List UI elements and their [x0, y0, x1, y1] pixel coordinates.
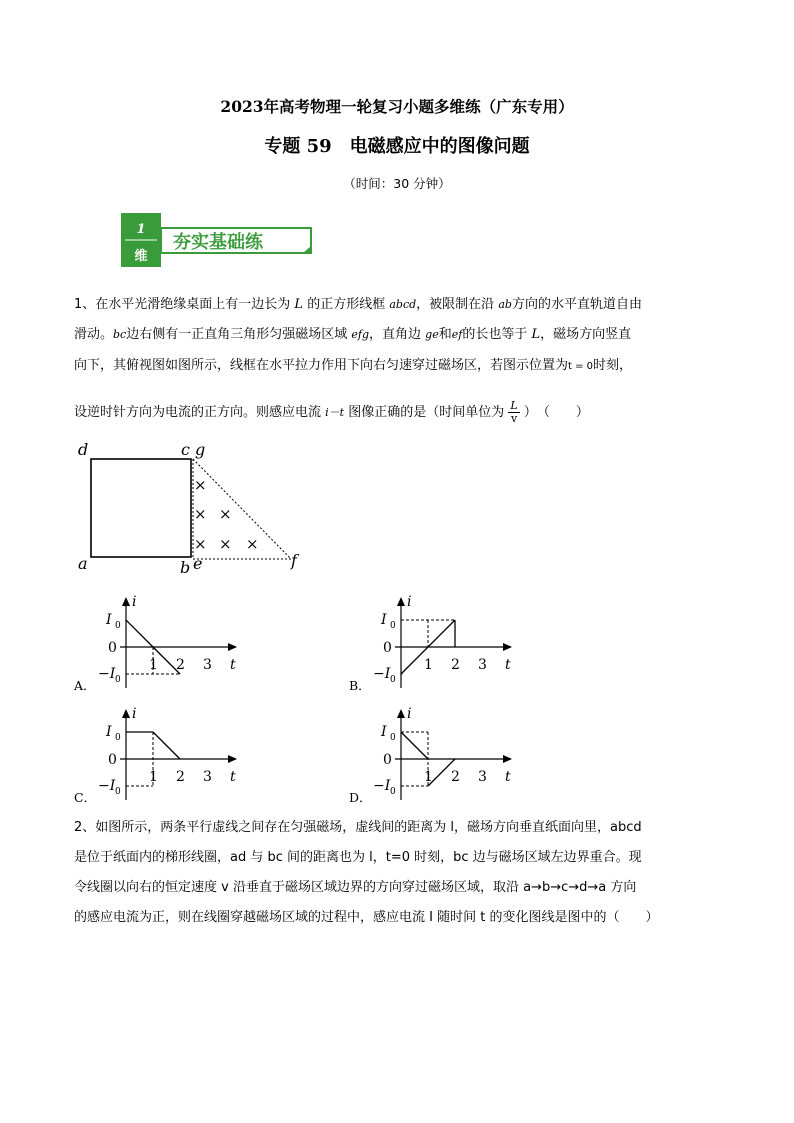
x-axis-arrow: [503, 755, 512, 763]
current-line: [153, 732, 180, 759]
graph-c: [74, 704, 254, 804]
tick-label-2: 2: [451, 657, 460, 673]
current-line: [126, 620, 153, 647]
q1-line2: 滑动。bc边右侧有一正直角三角形匀强磁场区域 efg，直角边 ge和ef的长也等于 L，磁场方向竖直: [74, 327, 632, 342]
field-cross: ×: [194, 505, 207, 523]
badge-number: 1: [136, 222, 146, 237]
option-d[interactable]: [349, 704, 529, 808]
label-i0-sub: 0: [390, 621, 396, 631]
label-neg-i0: −I: [373, 666, 391, 682]
label-d: d: [78, 440, 89, 459]
label-neg-i0-sub: 0: [390, 675, 396, 685]
x-axis-arrow: [228, 643, 237, 651]
label-b: b: [180, 558, 191, 577]
y-axis-arrow: [122, 709, 130, 718]
tick-label-3: 3: [203, 769, 212, 785]
option-b[interactable]: [349, 592, 529, 696]
label-neg-i0: −I: [373, 778, 391, 794]
q2-line2: 是位于纸面内的梯形线圈，ad 与 bc 间的距离也为 l，t=0 时刻，bc 边与磁场区域左边界重合。现: [74, 850, 642, 865]
tick-label-2: 2: [176, 769, 185, 785]
label-i0-sub: 0: [390, 733, 396, 743]
graph-a: [74, 592, 254, 692]
current-line: [401, 732, 428, 759]
q2-line3: 令线圈以向右的恒定速度 v 沿垂直于磁场区域边界的方向穿过磁场区域，取沿 a→b→c→d→a 方向: [74, 880, 637, 895]
field-cross: ×: [219, 505, 232, 523]
x-axis-arrow: [228, 755, 237, 763]
label-f: f: [291, 551, 297, 570]
option-a[interactable]: [74, 592, 254, 696]
option-c-label: C．: [74, 790, 97, 805]
field-cross: ×: [219, 535, 232, 553]
label-neg-i0-sub: 0: [115, 787, 121, 797]
x-axis-arrow: [503, 643, 512, 651]
graph-b: [349, 592, 529, 692]
y-axis-arrow: [397, 709, 405, 718]
field-cross: ×: [194, 476, 207, 494]
x-axis-label: t: [505, 657, 511, 673]
y-axis-arrow: [397, 597, 405, 606]
option-b-label: B．: [349, 678, 371, 693]
tick-label-1: 1: [424, 657, 433, 673]
label-neg-i0-sub: 0: [390, 787, 396, 797]
option-c[interactable]: [74, 704, 254, 808]
q1-figure-svg: [74, 440, 314, 580]
square-loop: [91, 459, 191, 557]
q2-line1: 2、如图所示，两条平行虚线之间存在匀强磁场，虚线间的距离为 l，磁场方向垂直纸面向里，abcd: [74, 820, 642, 835]
x-axis-label: t: [230, 657, 236, 673]
label-zero: 0: [108, 640, 117, 656]
section-badge-graphic: [121, 213, 321, 269]
y-axis-label: i: [407, 706, 412, 722]
tick-label-2: 2: [176, 657, 185, 673]
q1-line4: 设逆时针方向为电流的正方向。则感应电流 i－t 图像正确的是（时间单位为 $\frac{L}{v}$ ） （ ）: [74, 399, 589, 425]
section-title: 夯实基础练: [173, 232, 263, 253]
graph-d: [349, 704, 529, 804]
field-cross: ×: [246, 535, 259, 553]
y-axis-arrow: [122, 597, 130, 606]
label-c: c: [181, 440, 190, 459]
y-axis-label: i: [407, 594, 412, 610]
tick-label-1: 1: [424, 769, 433, 785]
label-zero: 0: [383, 640, 392, 656]
document-title: 2023年高考物理一轮复习小题多维练（广东专用）: [220, 97, 574, 116]
x-axis-label: t: [505, 769, 511, 785]
label-neg-i0: −I: [98, 666, 116, 682]
topic-title: 专题 59 电磁感应中的图像问题: [264, 136, 530, 157]
tick-label-2: 2: [451, 769, 460, 785]
tick-label-3: 3: [203, 657, 212, 673]
label-neg-i0-sub: 0: [115, 675, 121, 685]
label-i0: I: [106, 612, 112, 628]
y-axis-label: i: [132, 706, 137, 722]
option-d-label: D．: [349, 790, 372, 805]
label-i0: I: [106, 724, 112, 740]
label-i0-sub: 0: [115, 733, 121, 743]
tick-label-1: 1: [149, 769, 158, 785]
magnetic-field-marks: [194, 476, 259, 553]
q1-line3: 向下，其俯视图如图所示，线框在水平拉力作用下向右匀速穿过磁场区，若图示位置为t = 0时刻，: [74, 358, 633, 373]
edge-gf: [193, 459, 291, 559]
q2-line4: 的感应电流为正，则在线圈穿越磁场区域的过程中，感应电流 I 随时间 t 的变化图线是图中的（ ）: [74, 910, 659, 925]
tick-label-1: 1: [149, 657, 158, 673]
label-zero: 0: [383, 752, 392, 768]
label-i0: I: [381, 612, 387, 628]
q1-line1: 1、在水平光滑绝缘桌面上有一边长为 L 的正方形线框 abcd，被限制在沿 ab方向的水平直轨道自由: [74, 297, 642, 312]
q1-figure: [74, 440, 314, 584]
section-badge: [121, 213, 321, 269]
time-limit: （时间：30 分钟）: [343, 176, 451, 191]
tick-label-3: 3: [478, 769, 487, 785]
label-neg-i0: −I: [98, 778, 116, 794]
label-g: g: [195, 440, 206, 459]
label-e: e: [193, 554, 203, 573]
y-axis-label: i: [132, 594, 137, 610]
field-cross: ×: [194, 535, 207, 553]
label-zero: 0: [108, 752, 117, 768]
time-unit-fraction: $\frac{L}{v}$: [510, 399, 518, 425]
label-i0-sub: 0: [115, 621, 121, 631]
x-axis-label: t: [230, 769, 236, 785]
tick-label-3: 3: [478, 657, 487, 673]
badge-char: 维: [134, 249, 148, 264]
label-i0: I: [381, 724, 387, 740]
label-a: a: [78, 554, 88, 573]
option-a-label: A．: [74, 678, 96, 693]
